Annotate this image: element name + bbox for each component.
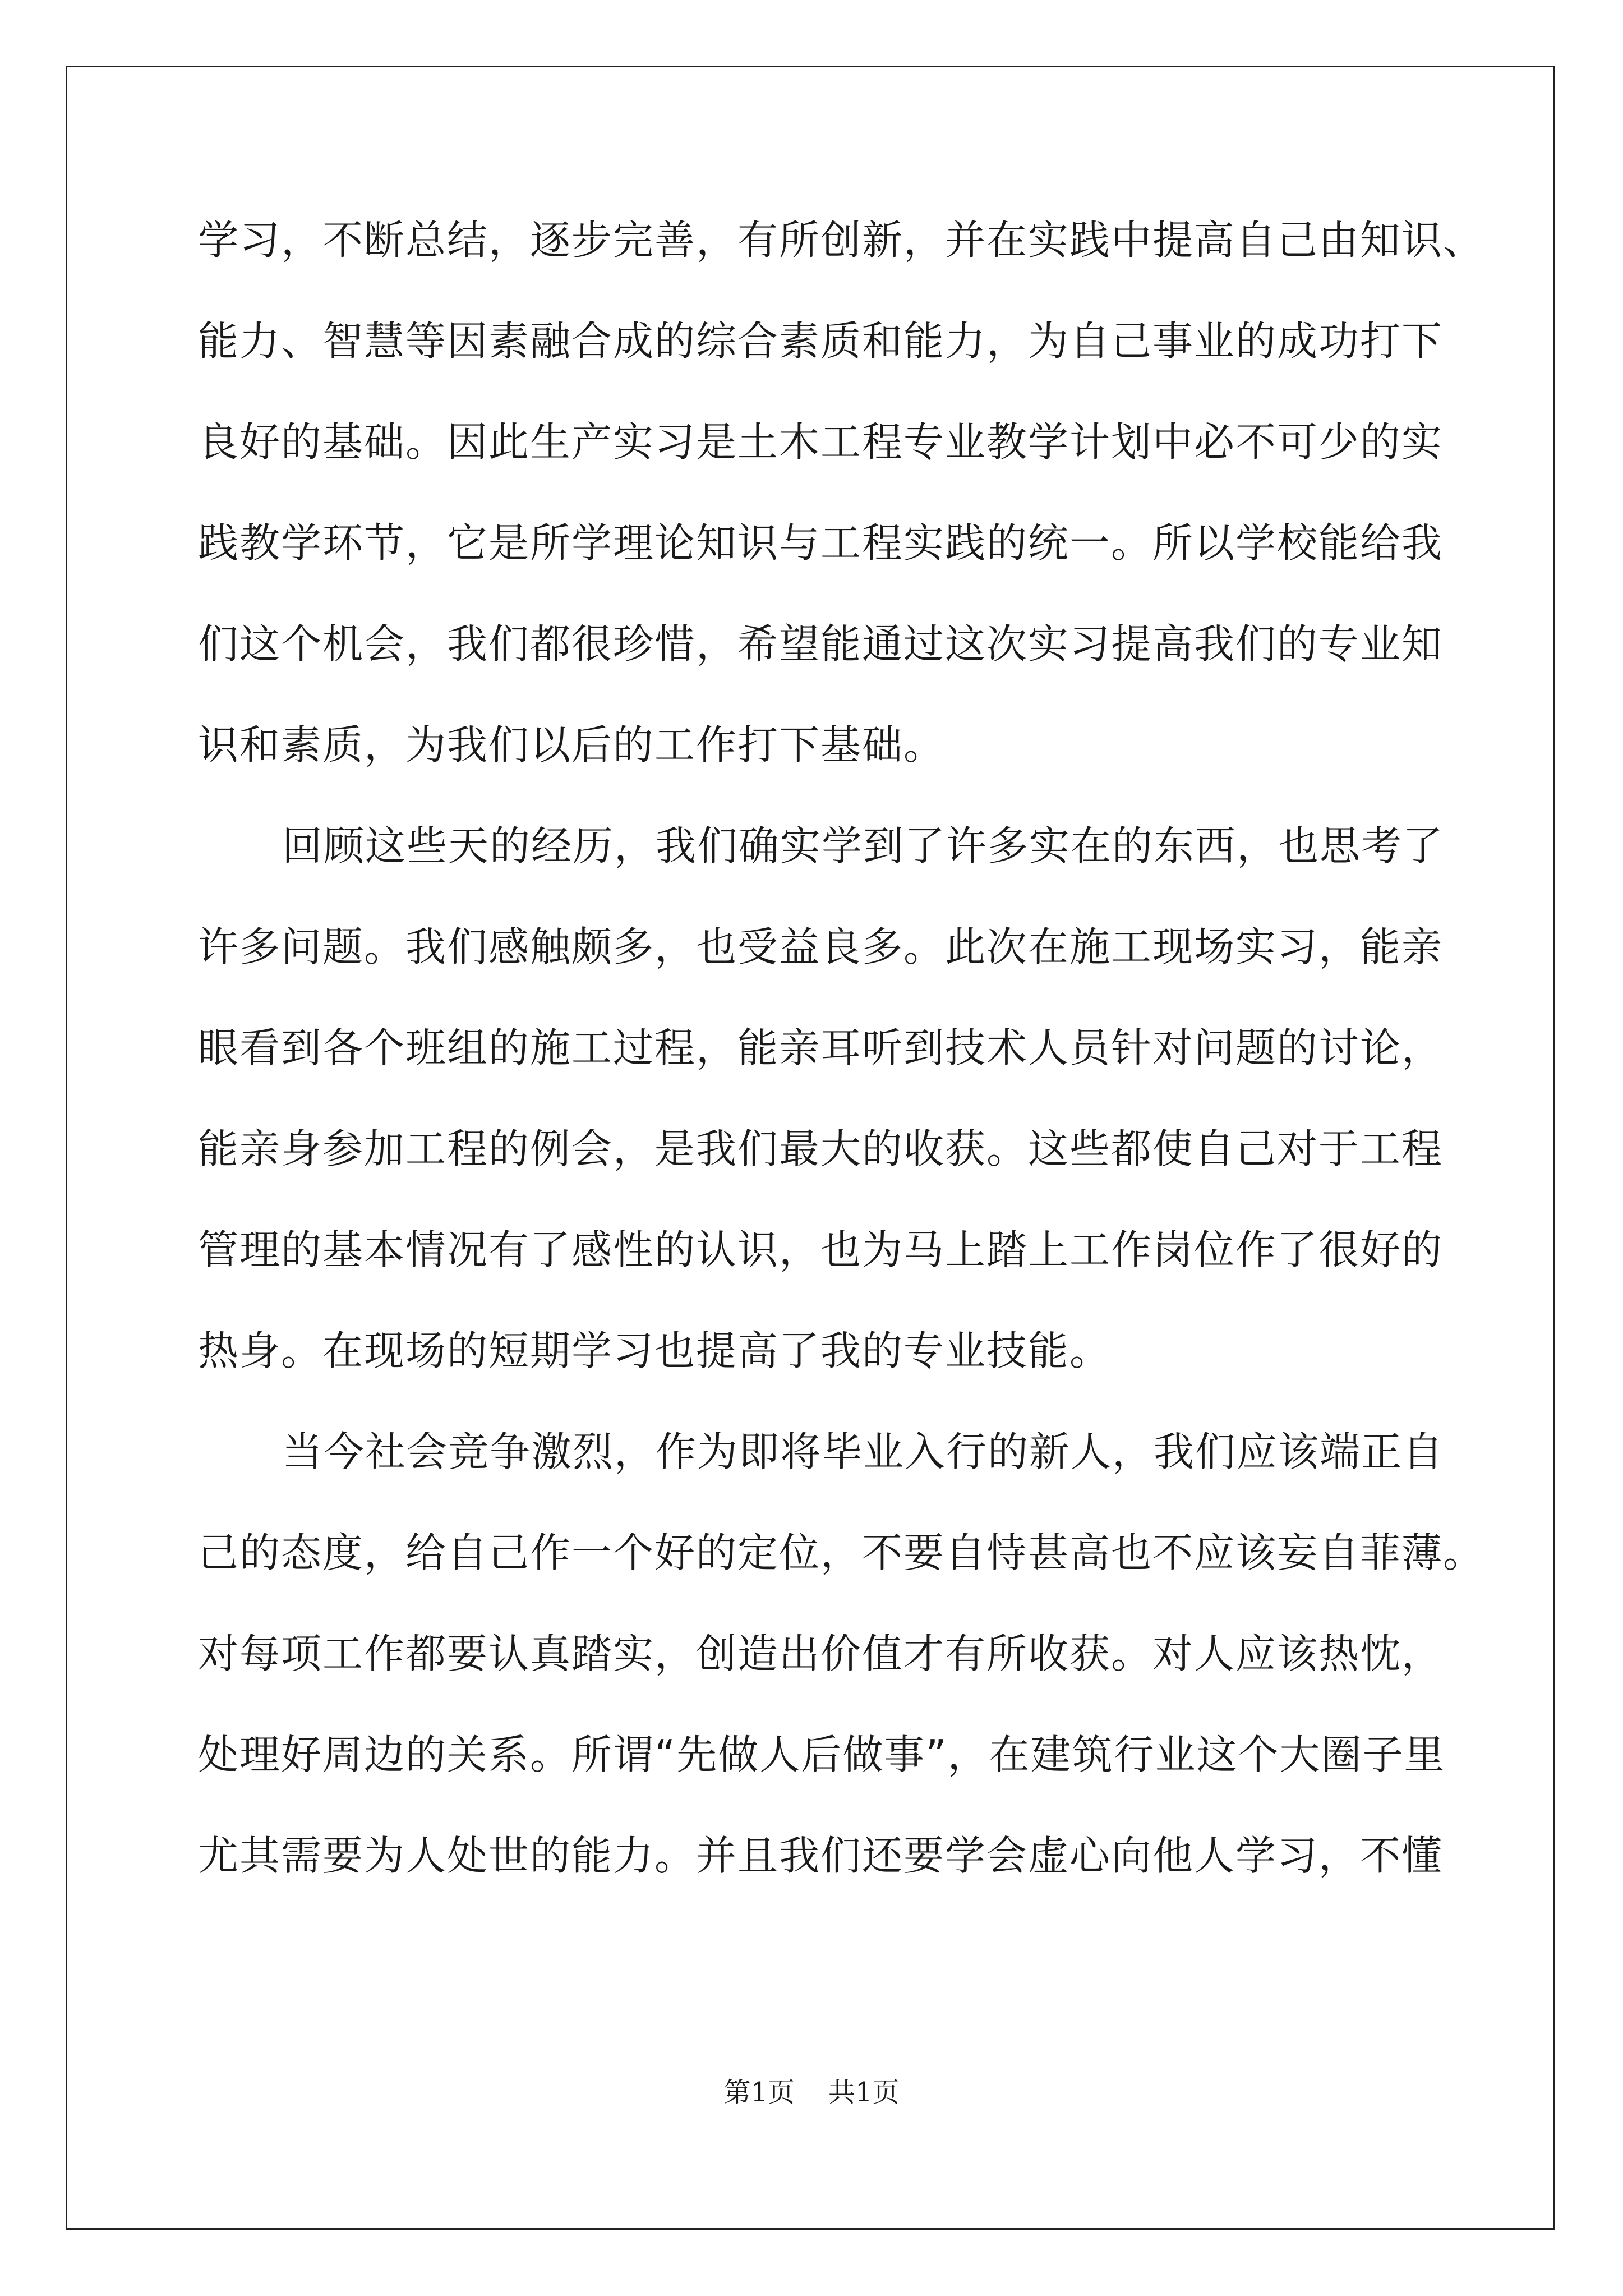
text-line: 能亲身参加工程的例会，是我们最大的收获。这些都使自己对于工程	[198, 1125, 1444, 1172]
page-footer	[0, 2076, 1623, 2109]
text-line: 践教学环节，它是所学理论知识与工程实践的统一。所以学校能给我	[198, 519, 1444, 567]
text-line: 们这个机会，我们都很珍惜，希望能通过这次实习提高我们的专业知	[198, 620, 1444, 668]
text-line: 热身。在现场的短期学习也提高了我的专业技能。	[198, 1327, 1112, 1374]
text-line: 尤其需要为人处世的能力。并且我们还要学会虚心向他人学习，不懂	[198, 1832, 1444, 1879]
text-line: 良好的基础。因此生产实习是土木工程专业教学计划中必不可少的实	[198, 418, 1444, 466]
page-number: 第1页	[723, 2077, 795, 2108]
text-line: 许多问题。我们感触颇多，也受益良多。此次在施工现场实习，能亲	[198, 923, 1444, 970]
text-line: 眼看到各个班组的施工过程，能亲耳听到技术人员针对问题的讨论，	[198, 1024, 1444, 1071]
text-line: 对每项工作都要认真踏实，创造出价值才有所收获。对人应该热忱，	[198, 1630, 1444, 1677]
text-line: 识和素质，为我们以后的工作打下基础。	[198, 721, 946, 769]
page-total: 共1页	[828, 2077, 900, 2108]
text-line: 能力、智慧等因素融合成的综合素质和能力，为自己事业的成功打下	[198, 318, 1444, 365]
text-line: 处理好周边的关系。所谓“先做人后做事”，在建筑行业这个大圈子里	[198, 1731, 1446, 1778]
text-line: 己的态度，给自己作一个好的定位，不要自恃甚高也不应该妄自菲薄。	[198, 1529, 1485, 1576]
document-body	[198, 212, 1485, 1929]
paragraph-start-line: 当今社会竞争激烈，作为即将毕业入行的新人，我们应该端正自	[282, 1428, 1445, 1475]
text-line: 管理的基本情况有了感性的认识，也为马上踏上工作岗位作了很好的	[198, 1226, 1444, 1273]
text-line: 学习，不断总结，逐步完善，有所创新，并在实践中提高自己由知识、	[198, 217, 1485, 264]
paragraph-start-line: 回顾这些天的经历，我们确实学到了许多实在的东西，也思考了	[282, 822, 1445, 869]
